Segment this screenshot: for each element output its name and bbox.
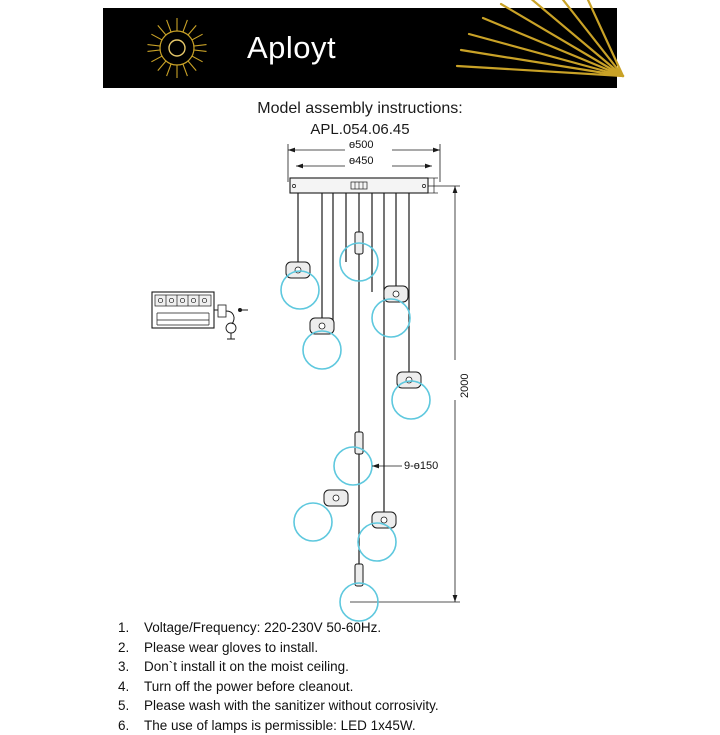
dim-shade-count: 9-ө150 [404, 460, 438, 472]
note-number: 3. [118, 657, 144, 677]
note-item [118, 618, 678, 638]
dim-plate-thickness [428, 178, 438, 193]
dim-total-height: 2000 [459, 374, 471, 398]
driver-block [152, 292, 248, 339]
leader-shade-count [372, 464, 402, 469]
note-number: 2. [118, 638, 144, 658]
note-text: Turn off the power before cleanout. [144, 677, 678, 697]
note-item [118, 696, 678, 716]
note-item [118, 677, 678, 697]
dim-inner-diameter: ө450 [349, 155, 373, 167]
note-text: The use of lamps is permissible: LED 1x45W. [144, 716, 678, 735]
note-number: 4. [118, 677, 144, 697]
note-number: 1. [118, 618, 144, 638]
dim-line-height [350, 186, 460, 602]
ceiling-plate [290, 178, 428, 193]
note-text: Please wash with the sanitizer without corrosivity. [144, 696, 678, 716]
page-title: Model assembly instructions: [0, 98, 720, 120]
model-number: APL.054.06.45 [0, 120, 720, 140]
lamp-holders [286, 232, 421, 586]
note-item [118, 638, 678, 658]
note-item [118, 716, 678, 735]
note-text: Voltage/Frequency: 220-230V 50-60Hz. [144, 618, 678, 638]
dim-outer-diameter: ө500 [349, 139, 373, 151]
note-item [118, 657, 678, 677]
note-number: 6. [118, 716, 144, 735]
note-number: 5. [118, 696, 144, 716]
note-text: Please wear gloves to install. [144, 638, 678, 658]
instruction-notes [118, 618, 678, 735]
brand-name: Aployt [247, 30, 336, 66]
note-text: Don`t install it on the moist ceiling. [144, 657, 678, 677]
